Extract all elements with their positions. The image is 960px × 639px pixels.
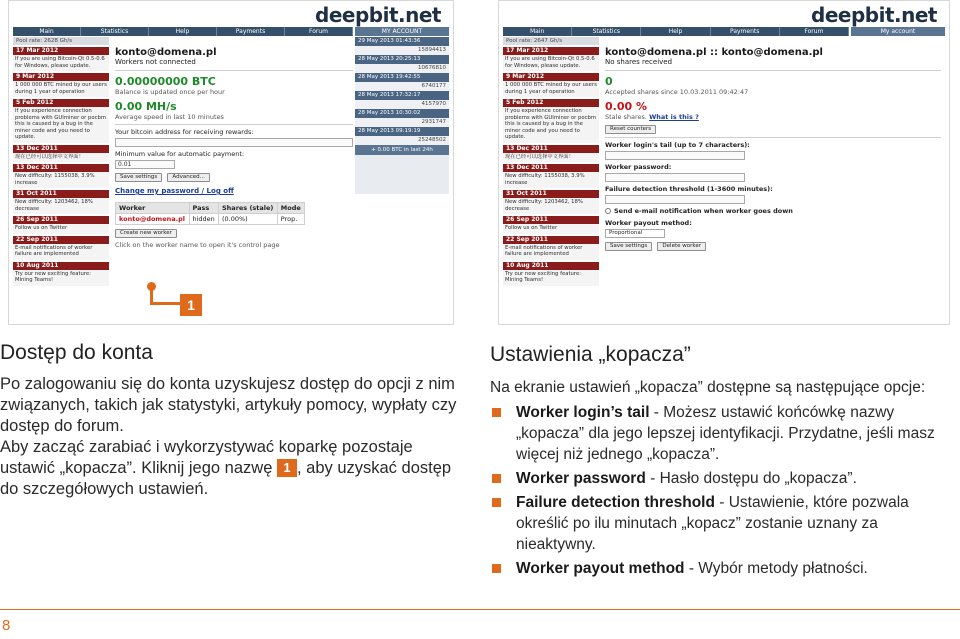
threshold-label: Failure detection threshold (1-3600 minutes): xyxy=(605,185,773,193)
block-value: 25248502 xyxy=(355,136,449,145)
news-date: 26 Sep 2011 xyxy=(13,216,109,224)
news-text: New difficulty: 1155038, 3.9% increase xyxy=(13,172,109,188)
nav-main[interactable]: Main xyxy=(13,27,81,36)
news-sidebar xyxy=(503,45,599,324)
news-date: 22 Sep 2011 xyxy=(503,236,599,244)
worker-account-name: konto@domena.pl :: konto@domena.pl xyxy=(605,47,823,58)
news-sidebar xyxy=(13,45,109,324)
nav-main[interactable]: Main xyxy=(503,27,572,36)
nav-payments[interactable]: Payments xyxy=(217,27,285,36)
news-date: 5 Feb 2012 xyxy=(503,99,599,107)
footer-rule xyxy=(0,609,960,610)
block-date: 28 May 2013 10:30:02 xyxy=(355,109,449,118)
nav-help[interactable]: Help xyxy=(641,27,710,36)
block-date: 28 May 2013 09:19:19 xyxy=(355,127,449,136)
address-label: Your bitcoin address for receiving rewards: xyxy=(115,128,254,136)
reset-counters-button[interactable]: Reset counters xyxy=(605,125,656,134)
news-date: 10 Aug 2011 xyxy=(503,262,599,270)
worker-mode: Prop. xyxy=(277,214,304,225)
inline-marker: 1 xyxy=(277,459,297,477)
balance-note: Balance is updated once per hour xyxy=(115,88,225,96)
paragraph: Po zalogowaniu się do konta uzyskujesz dostęp do opcji z nim związanych, takich jak statystyki, artykuły pomocy, wypłaty czy dostęp do forum. xyxy=(0,375,457,435)
news-date: 10 Aug 2011 xyxy=(13,262,109,270)
block-value: 15894413 xyxy=(355,46,449,55)
col-mode: Mode xyxy=(277,203,304,214)
news-date: 5 Feb 2012 xyxy=(13,99,109,107)
block-value: 2931747 xyxy=(355,118,449,127)
payout-select[interactable]: Proportional xyxy=(605,229,665,238)
news-date: 26 Sep 2011 xyxy=(503,216,599,224)
news-text: E-mail notifications of worker failure are implemented xyxy=(13,244,109,260)
news-text: New difficulty: 1203462, 18% decrease xyxy=(13,198,109,214)
worker-settings-intro: Na ekranie ustawień „kopacza” dostępne są następujące opcje: xyxy=(490,379,926,396)
nav-forum[interactable]: Forum xyxy=(780,27,849,36)
news-date: 13 Dec 2011 xyxy=(503,145,599,153)
site-logo: deepbit.net xyxy=(811,3,937,27)
shares-status: No shares received xyxy=(605,58,673,66)
min-payment-label: Minimum value for automatic payment: xyxy=(115,150,245,158)
password-label: Worker password: xyxy=(605,163,672,171)
change-password-link[interactable]: Change my password / Log off xyxy=(115,187,234,195)
news-text: 现在已经可以选择中文界面！ xyxy=(13,153,109,163)
accepted-shares-value: 0 xyxy=(605,75,613,88)
accepted-shares-note: Accepted shares since 10.03.2011 09:42:47 xyxy=(605,88,749,96)
delete-worker-button[interactable]: Delete worker xyxy=(657,242,706,251)
col-worker: Worker xyxy=(116,203,190,214)
news-date: 9 Mar 2012 xyxy=(13,73,109,81)
nav-help[interactable]: Help xyxy=(149,27,217,36)
site-logo: deepbit.net xyxy=(315,3,441,27)
news-text: 1 000 000 BTC mined by our users during 1 year of operation xyxy=(13,81,109,97)
worker-name-link[interactable]: konto@domena.pl xyxy=(116,214,190,225)
login-tail-input[interactable] xyxy=(605,151,745,160)
block-value: 6740177 xyxy=(355,82,449,91)
news-text: New difficulty: 1203462, 18% decrease xyxy=(503,198,599,214)
balance-value: 0.00000000 BTC xyxy=(115,75,216,88)
click-note: Click on the worker name to open it's control page xyxy=(115,241,280,249)
worker-shares: (0.00%) xyxy=(219,214,278,225)
password-input[interactable] xyxy=(605,173,745,182)
create-worker-button[interactable]: Create new worker xyxy=(115,229,177,238)
save-settings-button[interactable]: Save settings xyxy=(605,242,652,251)
workers-table xyxy=(115,202,305,225)
col-pass: Pass xyxy=(189,203,219,214)
stale-shares-note: Stale shares. What is this ? xyxy=(605,113,699,121)
nav-forum[interactable]: Forum xyxy=(285,27,353,36)
email-notify-option[interactable]: Send e-mail notification when worker goes down xyxy=(605,207,941,216)
list-item: Worker password - Hasło dostępu do „kopacza”. xyxy=(490,468,955,489)
recent-blocks xyxy=(355,37,449,194)
login-tail-label: Worker login's tail (up to 7 characters): xyxy=(605,141,750,149)
news-text: If you experience connection problems with GUIminer or pocbm this is caused by a bug in the miner code and you need to update. xyxy=(13,107,109,143)
news-date: 13 Dec 2011 xyxy=(13,145,109,153)
worker-pass: hidden xyxy=(189,214,219,225)
hashrate-note: Average speed in last 10 minutes xyxy=(115,113,224,121)
pool-rate: Pool rate: 2628 Gh/s xyxy=(13,37,109,45)
news-date: 17 Mar 2012 xyxy=(13,47,109,55)
news-text: Try our new exciting feature: Mining Teams! xyxy=(13,270,109,286)
news-text: Follow us on Twitter xyxy=(13,224,109,234)
block-date: 28 May 2013 20:25:13 xyxy=(355,55,449,64)
news-date: 9 Mar 2012 xyxy=(503,73,599,81)
news-date: 17 Mar 2012 xyxy=(503,47,599,55)
block-date: 28 May 2013 17:32:17 xyxy=(355,91,449,100)
news-text: 1 000 000 BTC mined by our users during 1 year of operation xyxy=(503,81,599,97)
min-payment-input[interactable]: 0.01 xyxy=(115,160,175,169)
block-value: 4157970 xyxy=(355,100,449,109)
paragraph: Aby zacząć zarabiać i wykorzystywać koparkę pozostaje ustawić „kopacza”. Kliknij jego nazwę 1 , aby uzyskać dostęp do szczegółowych ustawień. xyxy=(0,438,452,498)
block-date: 28 May 2013 19:42:55 xyxy=(355,73,449,82)
block-value: 10676810 xyxy=(355,64,449,73)
nav-my-account[interactable]: MY ACCOUNT xyxy=(355,27,449,36)
news-date: 22 Sep 2011 xyxy=(13,236,109,244)
news-text: New difficulty: 1155038, 3.9% increase xyxy=(503,172,599,188)
news-text: If you are using Bitcoin-Qt 0.5-0.6 for Windows, please update. xyxy=(503,55,599,71)
news-text: If you are using Bitcoin-Qt 0.5-0.6 for Windows, please update. xyxy=(13,55,109,71)
callout-line xyxy=(150,286,180,305)
nav-statistics[interactable]: Statistics xyxy=(572,27,641,36)
threshold-input[interactable] xyxy=(605,195,745,204)
list-item: Worker payout method - Wybór metody płatności. xyxy=(490,558,955,579)
list-item: Worker login’s tail - Możesz ustawić końcówkę nazwy „kopacza” dla jego lepszej identyfikacji. Przydatne, jeśli masz więcej niż jednego „kopacza”. xyxy=(490,402,955,465)
screenshot-worker-settings xyxy=(498,0,950,325)
blocks-summary: + 0.00 BTC in last 24h xyxy=(355,145,449,155)
site-nav xyxy=(13,27,353,36)
account-access-body xyxy=(0,374,470,500)
nav-statistics[interactable]: Statistics xyxy=(81,27,149,36)
page-number: 8 xyxy=(2,617,11,634)
news-date: 31 Oct 2011 xyxy=(503,190,599,198)
stale-shares-value: 0.00 % xyxy=(605,100,647,113)
address-input[interactable] xyxy=(115,138,353,147)
col-shares: Shares (stale) xyxy=(219,203,278,214)
news-text: If you experience connection problems with GUIminer or pocbm this is caused by a bug in the miner code and you need to update. xyxy=(503,107,599,143)
account-name: konto@domena.pl xyxy=(115,47,217,58)
worker-settings-list xyxy=(490,402,955,582)
account-access-title: Dostęp do konta xyxy=(0,341,153,364)
pool-rate: Pool rate: 2647 Gh/s xyxy=(503,37,599,45)
save-settings-button[interactable]: Save settings xyxy=(115,173,162,182)
news-text: Follow us on Twitter xyxy=(503,224,599,234)
news-text: Try our new exciting feature: Mining Teams! xyxy=(503,270,599,286)
news-text: 现在已经可以选择中文界面！ xyxy=(503,153,599,163)
list-item: Failure detection threshold - Ustawienie, które pozwala określić po ilu minutach „kopacz” zostanie uznany za nieaktywny. xyxy=(490,492,955,555)
news-date: 13 Dec 2011 xyxy=(13,164,109,172)
nav-my-account[interactable]: My account xyxy=(851,27,945,36)
callout-marker: 1 xyxy=(180,294,202,316)
nav-payments[interactable]: Payments xyxy=(711,27,780,36)
hashrate-value: 0.00 MH/s xyxy=(115,100,177,113)
table-row xyxy=(116,214,305,225)
site-nav xyxy=(503,27,849,36)
payout-label: Worker payout method: xyxy=(605,219,692,227)
news-date: 13 Dec 2011 xyxy=(503,164,599,172)
email-radio[interactable] xyxy=(605,208,611,214)
news-text: E-mail notifications of worker failure are implemented xyxy=(503,244,599,260)
worker-status: Workers not connected xyxy=(115,58,196,66)
worker-settings-title: Ustawienia „kopacza” xyxy=(490,343,691,366)
worker-settings-panel xyxy=(605,47,941,324)
block-date: 29 May 2013 01:43:36 xyxy=(355,37,449,46)
news-date: 31 Oct 2011 xyxy=(13,190,109,198)
advanced-button[interactable]: Advanced... xyxy=(167,173,209,182)
screenshot-account-page xyxy=(8,0,454,325)
what-is-this-link[interactable]: What is this ? xyxy=(649,113,699,121)
